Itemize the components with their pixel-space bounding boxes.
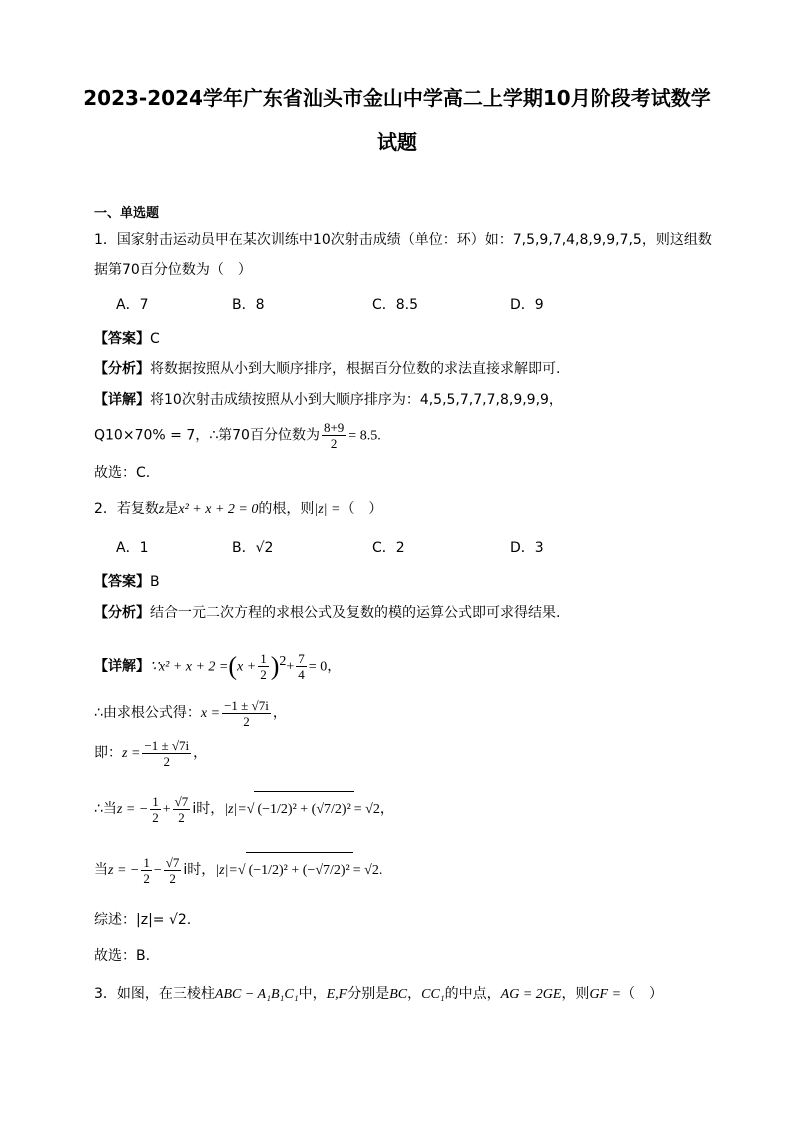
i-when: i时， [192,801,225,817]
detail-label: 【详解】 [94,658,150,675]
half-fraction [150,794,161,825]
seven-quarter-fraction [296,651,307,682]
detail-expr: ∵x² + x + 2 = [150,659,229,675]
q3-stem-a: 3．如图，在三棱柱 [94,986,215,1002]
title-line-1: 2023-2024学年广东省汕头市金山中学高二上学期10月阶段考试数学 [83,86,711,110]
detail-plus: + [286,659,295,675]
q3-stem [94,983,663,1006]
fraction-denominator: 2 [178,809,185,825]
q2-option-c: C．2 [372,540,405,556]
right-paren: ) [270,651,280,681]
q3-stem-b: 中， [298,986,327,1002]
q1-stem-line-1: 1．国家射击运动员甲在某次训练中10次射击成绩（单位：环）如：7,5,9,7,4,8,9,9,7,5，则这组数 [94,232,712,248]
root7-fraction [164,855,182,886]
q2-stem-d: （ ） [340,501,383,517]
root-formula-text: ∴由求根公式得： [94,705,201,721]
q1-option-d: D．9 [510,297,544,313]
q2-choose: 故选：B. [94,948,151,964]
q2-stem-b: 是 [164,501,179,517]
title-line-2: 试题 [377,130,417,154]
q3-stem-d: ， [407,986,422,1002]
z-equals-minus: z = − [108,863,140,878]
answer-value: B [150,574,160,590]
q2-detail-2 [94,697,287,730]
namely-text: 即： [94,745,122,761]
q1-answer [94,328,160,350]
root7-fraction [173,794,191,825]
q1-option-b: B．8 [232,297,265,313]
detail-x-plus: x + [237,659,257,675]
fraction-denominator: 2 [152,809,159,825]
q2-abs: |z| = [314,502,341,517]
fraction-denominator: 2 [243,713,250,729]
section-heading: 一、单选题 [94,206,160,221]
q2-stem [94,498,382,521]
fraction-denominator: 2 [330,436,338,451]
fraction-numerator: −1 ± √7i [224,697,269,713]
q1-detail [94,389,563,411]
fraction-denominator: 4 [298,667,305,683]
comma: ， [272,705,287,721]
q1-choose: 故选：C. [94,465,151,481]
z-fraction [142,738,191,769]
fraction-numerator: 1 [260,651,267,667]
fraction-denominator: 2 [143,870,150,886]
comma: ， [193,745,208,761]
q2-option-a: A．1 [116,540,149,556]
q2-stem-c: 的根，则 [258,501,315,517]
analysis-label: 【分析】 [94,605,150,621]
result: = √2， [353,802,394,817]
radicand: (−1/2)² + (√7/2)² [254,791,353,828]
q3-stem-g: （ ） [621,986,664,1002]
case-text: ∴当 [94,801,117,817]
detail-text: 将10次射击成绩按照从小到大顺序排序为：4,5,5,7,7,7,8,9,9,9， [150,392,563,408]
calc-result: = 8.5. [348,428,381,444]
fraction-denominator: 2 [163,753,171,769]
z-equals: z = [122,746,141,761]
q2-detail-5 [94,852,382,889]
q3-stem-e: 的中点， [444,986,501,1002]
modulus: |z|= [215,863,238,878]
plus-sign: + [162,802,171,817]
q2-answer [94,571,160,593]
answer-label: 【答案】 [94,331,150,347]
radical-sign: √ [246,802,255,817]
calc-fraction [322,420,346,451]
analysis-label: 【分析】 [94,361,150,377]
vector-gf: GF = [589,987,622,1002]
left-paren: ( [228,651,238,681]
analysis-text: 将数据按照从小到大顺序排序，根据百分位数的求法直接求解即可. [150,361,561,377]
fraction-numerator: 7 [298,651,305,667]
q2-detail-3 [94,737,207,770]
segment-bc: BC [389,987,408,1002]
root-fraction [222,698,271,729]
q1-option-c: C．8.5 [372,297,419,313]
q2-stem-a: 2．若复数 [94,501,159,517]
q2-analysis [94,602,560,624]
fraction-denominator: 2 [260,667,267,683]
minus-sign: − [153,863,162,878]
q2-stem-z: z [158,502,165,517]
analysis-text: 结合一元二次方程的求根公式及复数的模的运算公式即可求得结果. [150,605,561,621]
detail-equals-zero: = 0， [308,659,342,675]
vector-relation: AG = 2GE [500,987,562,1002]
q2-detail-1 [94,646,341,684]
q1-stem-line-2: 据第70百分位数为（ ） [94,262,252,278]
i-when: i时， [183,862,216,878]
half-fraction [258,651,269,682]
q2-detail-4 [94,791,394,828]
prism-name: ABC − A₁B₁C₁ [214,987,299,1002]
fraction-numerator: −1 ± √7i [144,737,190,753]
radicand: (−1/2)² + (−√7/2)² [246,852,353,889]
fraction-numerator: 1 [143,854,150,870]
fraction-denominator: 2 [169,870,176,886]
q2-summary: 综述：|z|= √2. [94,912,192,928]
points-ef: E,F [326,987,348,1002]
q1-calc [94,420,381,451]
q2-option-b: B．√2 [232,540,274,556]
q3-stem-f: ，则 [561,986,590,1002]
result: = √2. [352,863,383,878]
half-fraction [141,855,152,886]
fraction-numerator: √7 [165,854,180,870]
fraction-numerator: 8+9 [323,420,345,435]
fraction-numerator: √7 [174,793,189,809]
radical-sign: √ [237,863,246,878]
z-equals-minus: z = − [116,802,149,817]
modulus: |z|= [224,802,247,817]
answer-label: 【答案】 [94,574,150,590]
q1-option-a: A．7 [116,297,149,313]
q2-equation: x² + x + 2 = 0 [178,502,259,517]
detail-label: 【详解】 [94,392,150,408]
segment-cc1: CC₁ [421,987,445,1002]
q3-stem-c: 分别是 [347,986,390,1002]
fraction-numerator: 1 [152,793,159,809]
q1-analysis [94,358,560,380]
x-equals: x = [200,706,221,721]
q2-option-d: D．3 [510,540,544,556]
calc-text: Q10×70% = 7，∴第70百分位数为 [94,427,320,444]
answer-value: C [150,331,160,347]
square-exponent: 2 [279,654,287,669]
case-text: 当 [94,862,108,878]
